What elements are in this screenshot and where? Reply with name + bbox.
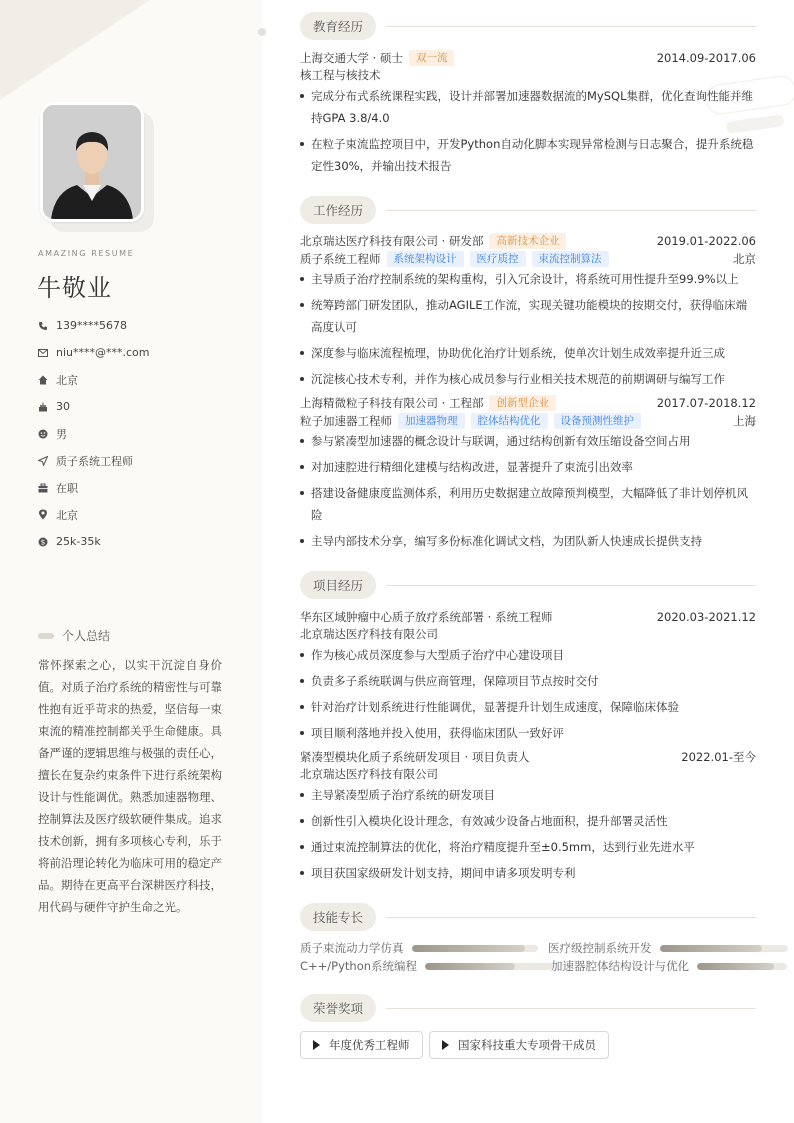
gender-value: 男: [56, 427, 67, 441]
project-bullet: 通过束流控制算法的优化，将治疗精度提升至±0.5mm，达到行业先进水平: [300, 836, 756, 858]
project-bullet: 作为核心成员深度参与大型质子治疗中心建设项目: [300, 644, 756, 666]
skill-name: 质子束流动力学仿真: [300, 941, 404, 955]
skill-level-bar: [697, 963, 787, 970]
section-title: 项目经历: [300, 571, 376, 599]
project-date: 2020.03-2021.12: [656, 610, 756, 624]
company-tag: 高新技术企业: [489, 233, 566, 249]
summary-text: 常怀探索之心，以实干沉淀自身价值。对质子治疗系统的精密性与可靠性抱有近乎苛求的热爱，坚信每一束束流的精准控制都关乎生命健康。具备严谨的逻辑思维与极强的责任心，擅长在复杂约束条件下进行系统架构设计与性能调优。熟悉加速器物理、控制算法及医疗级软硬件集成。追求技术创新，拥有多项核心专利，乐于将前沿理论转化为临床可用的稳定产品。期待在更高平台深耕医疗科技，用代码与硬件守护生命之光。: [38, 658, 222, 914]
section-divider: [386, 917, 756, 918]
skill-tag: 医疗质控: [470, 251, 526, 267]
project-org: 北京瑞达医疗科技有限公司: [300, 627, 438, 641]
contact-info-list: [38, 312, 248, 555]
avatar-portrait: [43, 105, 141, 219]
summary-heading-label: 个人总结: [62, 629, 111, 643]
section-education-header: [300, 11, 756, 41]
project-bullet: 项目获国家级研发计划支持，期间申请多项发明专利: [300, 862, 756, 884]
school-name: 上海交通大学 · 硕士: [300, 51, 403, 65]
tagline: AMAZING RESUME: [38, 249, 135, 258]
project-bullet: 针对治疗计划系统进行性能调优，显著提升计划生成速度，保障临床体验: [300, 696, 756, 718]
education-date: 2014.09-2017.06: [656, 51, 756, 65]
section-divider: [386, 210, 756, 211]
position-value: 质子系统工程师: [56, 454, 133, 468]
job-role: 质子系统工程师: [300, 252, 381, 266]
project-name: 华东区域肿瘤中心质子放疗系统部署 · 系统工程师: [300, 610, 553, 624]
section-divider: [386, 585, 756, 586]
cake-icon: [38, 400, 56, 414]
section-awards-header: [300, 993, 756, 1023]
info-location: [38, 501, 248, 528]
company-name: 北京瑞达医疗科技有限公司 · 研发部: [300, 234, 484, 248]
skill-level-fill: [660, 945, 762, 952]
sidebar: [0, 0, 262, 1123]
section-title: 教育经历: [300, 12, 376, 40]
status-value: 在职: [56, 481, 78, 495]
info-gender: [38, 420, 248, 447]
skill-tag: 束流控制算法: [532, 251, 609, 267]
job-date: 2017.07-2018.12: [656, 396, 756, 410]
section-title: 技能专长: [300, 903, 376, 931]
gender-icon: [38, 427, 56, 441]
section-title: 工作经历: [300, 196, 376, 224]
mail-icon: [38, 346, 56, 360]
skill-item: [300, 940, 538, 956]
job-bullet: 主导内部技术分享，编写多份标准化调试文档，为团队新人快速成长提供支持: [300, 530, 756, 552]
svg-text:$: $: [40, 538, 46, 546]
project-org: 北京瑞达医疗科技有限公司: [300, 767, 438, 781]
send-icon: [38, 454, 56, 468]
skill-item: [548, 940, 788, 956]
project-bullet: 主导紧凑型质子治疗系统的研发项目: [300, 784, 756, 806]
award-label: 国家科技重大专项骨干成员: [458, 1038, 596, 1052]
skill-name: 医疗级控制系统开发: [548, 941, 652, 955]
section-projects-header: [300, 570, 756, 600]
award-badge: [429, 1031, 609, 1059]
location-pin-icon: [38, 508, 56, 522]
project-row: [300, 748, 756, 766]
info-salary: [38, 528, 248, 555]
job-bullet: 深度参与临床流程梳理，协助优化治疗计划系统，使单次计划生成效率提升近三成: [300, 342, 756, 364]
phone-value: 139****5678: [56, 319, 127, 332]
company-name: 上海精微粒子科技有限公司 · 工程部: [300, 396, 484, 410]
skill-tag: 系统架构设计: [387, 251, 464, 267]
age-value: 30: [56, 400, 70, 413]
project-row: [300, 608, 756, 626]
play-triangle-icon: [442, 1040, 449, 1050]
skill-level-fill: [412, 945, 525, 952]
residence-value: 北京: [56, 373, 78, 387]
project-bullet: 创新性引入模块化设计理念，有效减少设备占地面积，提升部署灵活性: [300, 810, 756, 832]
project-bullet: 项目顺利落地并投入使用，获得临床团队一致好评: [300, 722, 756, 744]
education-row: [300, 49, 756, 67]
phone-icon: [38, 319, 56, 333]
job-row: [300, 232, 756, 250]
section-skills-header: [300, 902, 756, 932]
job-role-row: [300, 412, 756, 430]
company-tag: 创新型企业: [489, 395, 556, 411]
skill-name: C++/Python系统编程: [300, 959, 418, 973]
education-major: 核工程与核技术: [300, 68, 381, 82]
skill-level-fill: [425, 963, 515, 970]
info-status: [38, 474, 248, 501]
job-bullet: 参与紧凑型加速器的概念设计与联调，通过结构创新有效压缩设备空间占用: [300, 430, 756, 452]
email-value: niu****@***.com: [56, 346, 150, 359]
skill-item: [551, 958, 787, 974]
info-age: [38, 393, 248, 420]
award-badge: [300, 1031, 423, 1059]
skill-name: 加速器腔体结构设计与优化: [551, 959, 689, 973]
corner-decoration: [0, 0, 150, 100]
job-role-row: [300, 250, 756, 268]
job-city: 北京: [733, 252, 756, 266]
skill-level-bar: [412, 945, 538, 952]
job-bullet: 搭建设备健康度监测体系，利用历史数据建立故障预判模型，大幅降低了非计划停机风险: [300, 482, 756, 526]
job-bullet: 主导质子治疗控制系统的架构重构，引入冗余设计，将系统可用性提升至99.9%以上: [300, 268, 756, 290]
summary-heading: [38, 627, 110, 644]
avatar: [40, 102, 144, 222]
job-city: 上海: [733, 414, 756, 428]
info-position: [38, 447, 248, 474]
section-title: 荣誉奖项: [300, 994, 376, 1022]
home-icon: [38, 373, 56, 387]
briefcase-icon: [38, 481, 56, 495]
info-phone: [38, 312, 248, 339]
skill-tag: 设备预测性维护: [554, 413, 642, 429]
school-tag: 双一流: [409, 50, 455, 66]
job-date: 2019.01-2022.06: [656, 234, 756, 248]
job-row: [300, 394, 756, 412]
section-divider: [386, 1008, 756, 1009]
avatar-frame: [40, 102, 144, 222]
candidate-name: 牛敬业: [37, 274, 112, 302]
play-triangle-icon: [313, 1040, 320, 1050]
project-name: 紧凑型模块化质子系统研发项目 · 项目负责人: [300, 750, 530, 764]
summary-heading-bar: [38, 633, 54, 639]
education-bullet: 完成分布式系统课程实践，设计并部署加速器数据流的MySQL集群，优化查询性能并维持GPA 3.8/4.0: [300, 85, 756, 129]
section-work-header: [300, 195, 756, 225]
job-bullet: 沉淀核心技术专利，并作为核心成员参与行业相关技术规范的前期调研与编写工作: [300, 368, 756, 390]
skill-tag: 加速器物理: [398, 413, 465, 429]
education-bullet: 在粒子束流监控项目中，开发Python自动化脚本实现异常检测与日志聚合，提升系统稳定性30%，并输出技术报告: [300, 133, 756, 177]
skill-level-bar: [425, 963, 553, 970]
project-bullet: 负责多子系统联调与供应商管理，保障项目节点按时交付: [300, 670, 756, 692]
job-role: 粒子加速器工程师: [300, 414, 392, 428]
job-bullet: 统筹跨部门研发团队，推动AGILE工作流，实现关键功能模块的按期交付，获得临床端高度认可: [300, 294, 756, 338]
award-label: 年度优秀工程师: [329, 1038, 410, 1052]
skill-tag: 腔体结构优化: [471, 413, 548, 429]
section-divider: [386, 26, 756, 27]
decoration-dot: [258, 28, 266, 36]
skill-level-bar: [660, 945, 788, 952]
salary-icon: [38, 535, 56, 549]
skill-level-fill: [697, 963, 774, 970]
location-value: 北京: [56, 508, 78, 522]
project-date: 2022.01-至今: [681, 750, 756, 764]
job-bullet: 对加速腔进行精细化建模与结构改进，显著提升了束流引出效率: [300, 456, 756, 478]
skill-item: [300, 958, 553, 974]
salary-value: 25k-35k: [56, 535, 101, 548]
info-email: [38, 339, 248, 366]
info-residence: [38, 366, 248, 393]
